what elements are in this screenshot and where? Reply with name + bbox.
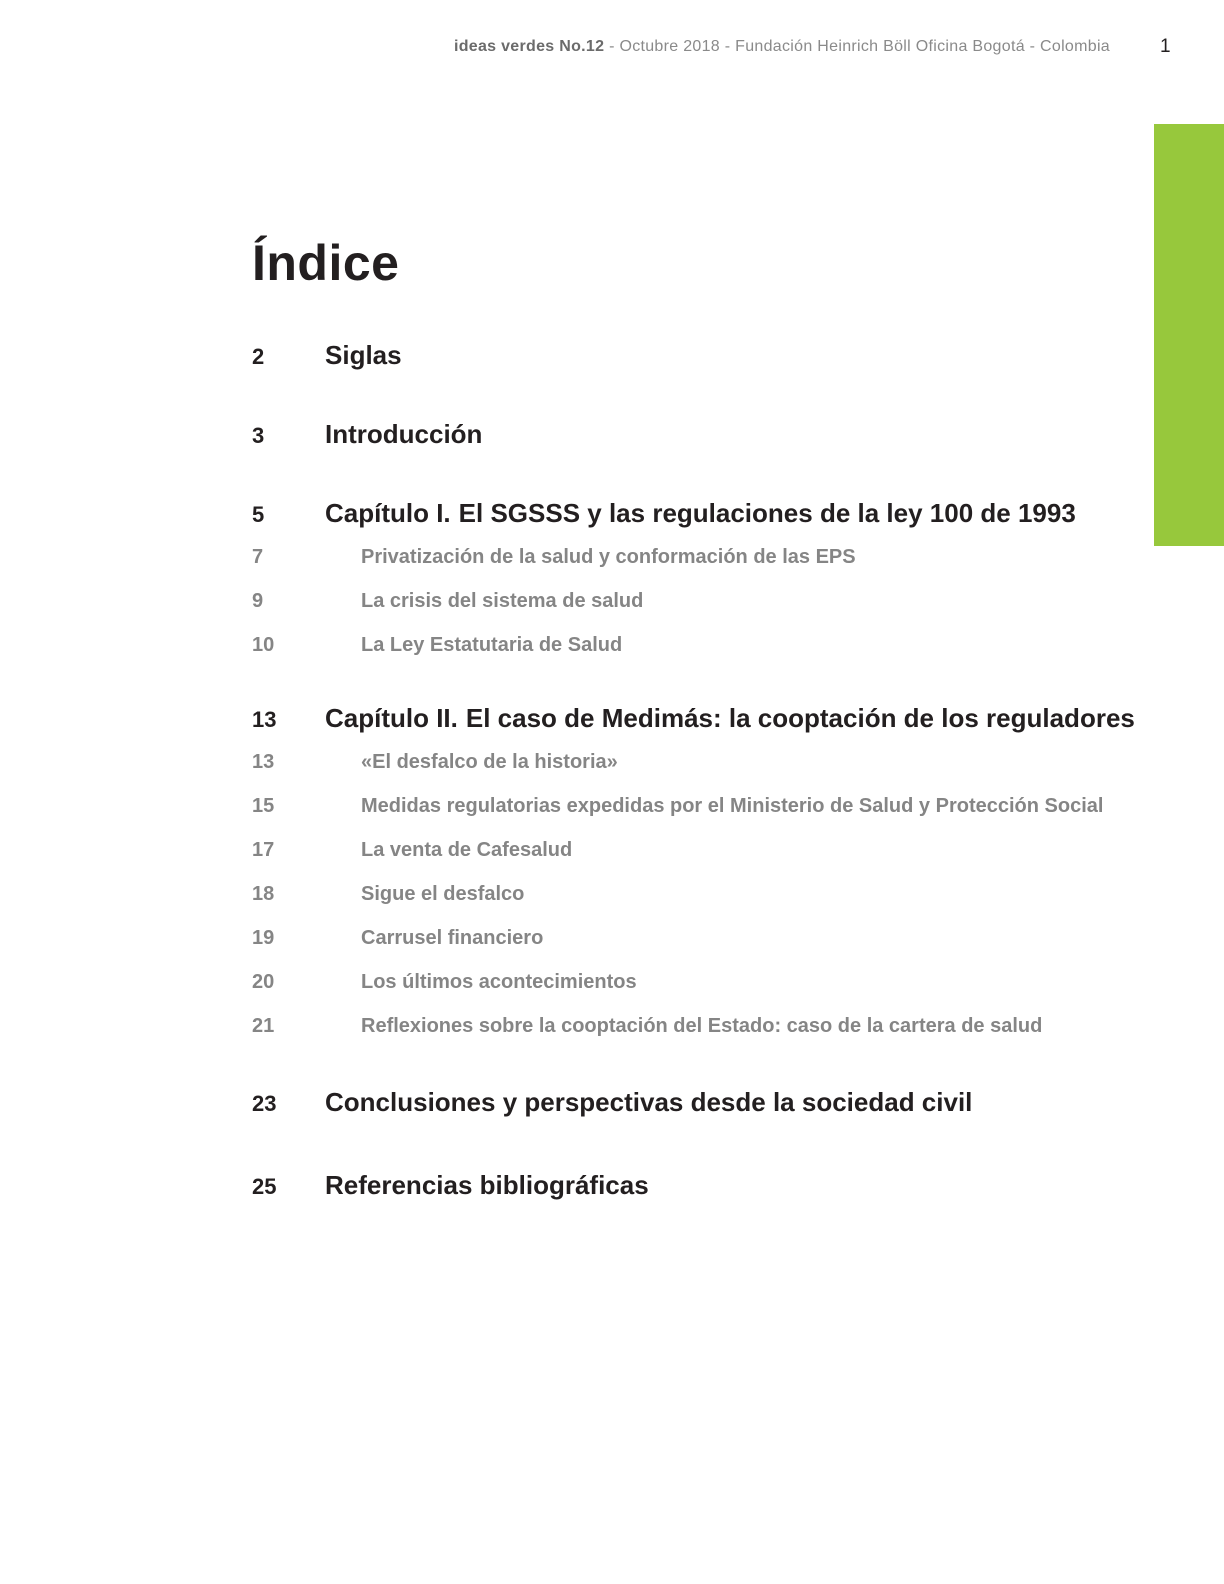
toc-entry-label: Introducción — [325, 419, 483, 449]
toc-subentry[interactable] — [252, 927, 1152, 955]
toc-entry-capitulo-2[interactable] — [252, 703, 1152, 737]
toc-subentry[interactable] — [252, 883, 1152, 911]
toc-page-number: 13 — [252, 751, 275, 773]
toc-subentry[interactable] — [252, 546, 1152, 574]
toc-page-number: 25 — [252, 1174, 277, 1199]
toc-subentry[interactable] — [252, 795, 1152, 823]
toc-entry-label: Conclusiones y perspectivas desde la sociedad civil — [325, 1087, 973, 1117]
toc-page-number: 15 — [252, 795, 275, 817]
toc-entry-label: Siglas — [325, 340, 402, 370]
toc-subentry[interactable] — [252, 1015, 1152, 1043]
toc-page-number: 21 — [252, 1015, 275, 1037]
chapter-title: El SGSSS y las regulaciones de la ley 100 de 1993 — [458, 498, 1076, 528]
chapter-prefix: Capítulo I. — [325, 498, 451, 528]
toc-page-number: 5 — [252, 502, 265, 527]
toc-page-number: 3 — [252, 423, 265, 448]
toc-entry-capitulo-1[interactable] — [252, 498, 1152, 532]
page-title: Índice — [252, 235, 400, 291]
running-header — [0, 38, 1110, 56]
toc-entry-label: Medidas regulatorias expedidas por el Ministerio de Salud y Protección Social — [361, 795, 1104, 817]
toc-subentry[interactable] — [252, 971, 1152, 999]
toc-subentry[interactable] — [252, 839, 1152, 867]
toc-entry-label: Carrusel financiero — [361, 927, 544, 949]
toc-page-number: 20 — [252, 971, 275, 993]
toc-entry-label: Referencias bibliográficas — [325, 1170, 649, 1200]
toc-entry-label: Sigue el desfalco — [361, 883, 525, 905]
page-number: 1 — [1160, 36, 1171, 57]
toc-entry-label: La venta de Cafesalud — [361, 839, 573, 861]
toc-page-number: 18 — [252, 883, 275, 905]
toc-subentry[interactable] — [252, 634, 1152, 662]
toc-entry-label: La crisis del sistema de salud — [361, 590, 644, 612]
toc-subentry[interactable] — [252, 590, 1152, 618]
toc-entry-label — [325, 703, 1135, 734]
toc-entry-referencias[interactable] — [252, 1170, 1152, 1204]
toc-entry-label: Privatización de la salud y conformación de las EPS — [361, 546, 856, 568]
toc-page-number: 10 — [252, 634, 275, 656]
publication-details: - Octubre 2018 - Fundación Heinrich Böll Oficina Bogotá - Colombia — [604, 38, 1110, 55]
toc-entry-label: Los últimos acontecimientos — [361, 971, 637, 993]
toc-entry-siglas[interactable] — [252, 340, 1152, 374]
toc-entry-label: La Ley Estatutaria de Salud — [361, 634, 623, 656]
toc-subentry[interactable] — [252, 751, 1152, 779]
toc-page-number: 17 — [252, 839, 275, 861]
toc-page-number: 2 — [252, 344, 265, 369]
toc-entry-conclusiones[interactable] — [252, 1087, 1152, 1121]
green-accent-tab — [1154, 124, 1224, 546]
toc-entry-label: «El desfalco de la historia» — [361, 751, 618, 773]
series-name: ideas verdes No.12 — [453, 38, 605, 55]
toc-page-number: 9 — [252, 590, 264, 612]
toc-entry-label: Reflexiones sobre la cooptación del Estado: caso de la cartera de salud — [361, 1015, 1043, 1037]
toc-entry-label — [325, 498, 1076, 529]
toc-page-number: 19 — [252, 927, 275, 949]
toc-page-number: 7 — [252, 546, 264, 568]
chapter-prefix: Capítulo II. — [325, 703, 458, 733]
toc-page-number: 23 — [252, 1091, 277, 1116]
toc-entry-introduccion[interactable] — [252, 419, 1152, 453]
chapter-title: El caso de Medimás: la cooptación de los reguladores — [465, 703, 1135, 733]
toc-page-number: 13 — [252, 707, 277, 732]
